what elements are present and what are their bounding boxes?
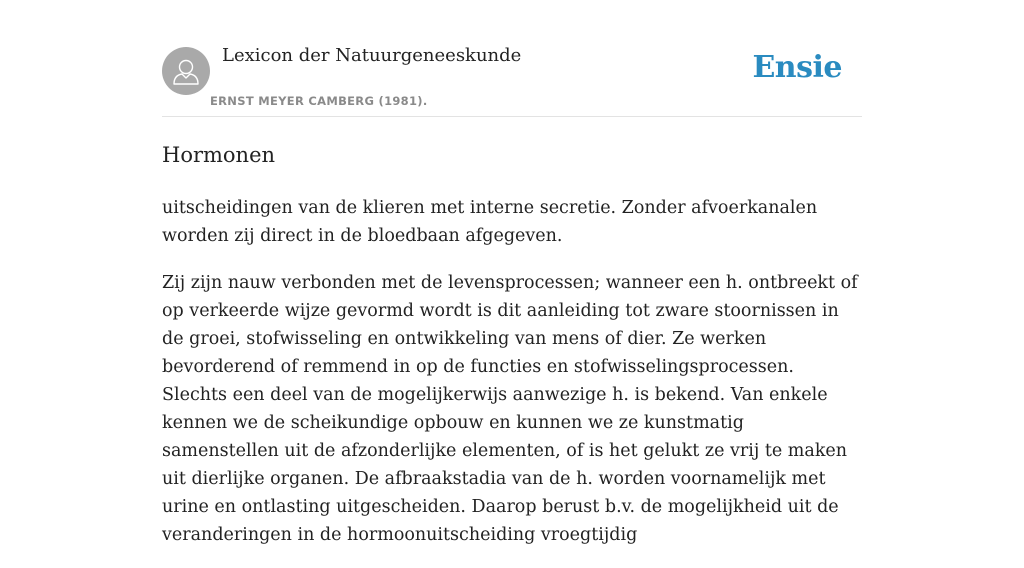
user-icon xyxy=(162,47,210,95)
book-title-link[interactable]: Lexicon der Natuurgeneeskunde xyxy=(222,45,522,66)
entry-content xyxy=(162,140,862,568)
entry-paragraph: uitscheidingen van de klieren met interne secretie. Zonder afvoerkanalen worden zij direct in de bloedbaan afgegeven. xyxy=(162,198,818,246)
entry-title: Hormonen xyxy=(162,143,276,167)
entry-paragraph: Zij zijn nauw verbonden met de levensprocessen; wanneer een h. ontbreekt of op verkeerde wijze gevormd wordt is dit aanleiding tot zware stoornissen in de groei, stofwisseling en ontwikkeling van mens of dier. Ze werken bevorderend of remmend in op de functies en stofwisselingsprocessen. Slechts een deel van de mogelijkerwijs aanwezige h. is bekend. Van enkele kennen we de scheikundige opbouw en kunnen we ze kunstmatig samenstellen uit de afzonderlijke elementen, of is het gelukt ze vrij te maken uit dierlijke organen. De afbraakstadia van de h. worden voornamelijk met urine en ontlasting uitgescheiden. Daarop berust b.v. de mogelijkheid uit de veranderingen in de hormoonuitscheiding vroegtijdig xyxy=(162,273,858,545)
ensie-logo[interactable]: Ensie xyxy=(752,50,842,85)
author-name[interactable]: ERNST MEYER CAMBERG (1981). xyxy=(210,94,428,108)
author-avatar[interactable] xyxy=(162,47,210,95)
book-header xyxy=(162,0,862,117)
